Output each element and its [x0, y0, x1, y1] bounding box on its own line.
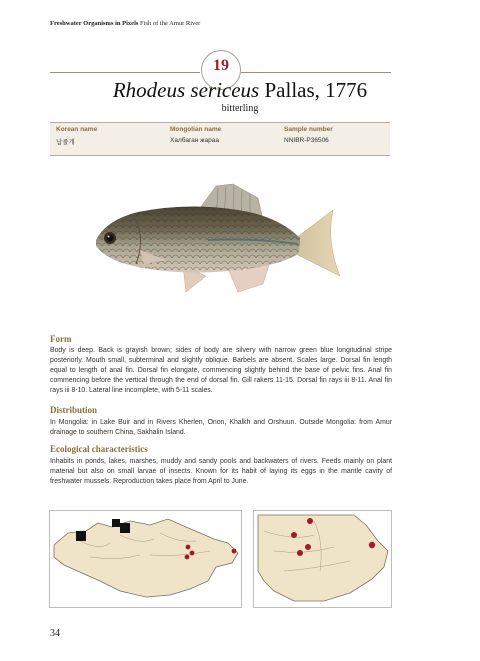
distribution-heading: Distribution [50, 405, 98, 415]
distribution-map-mongolia [49, 510, 242, 608]
sample-number-value: NNIBR-P36506 [284, 137, 329, 144]
species-authority: Pallas, 1776 [264, 78, 368, 102]
header-rule-right [241, 72, 391, 73]
running-head-book: Freshwater Organisms in Pixels [50, 20, 139, 27]
form-heading: Form [50, 334, 72, 344]
header-rule-left [50, 72, 200, 73]
mongolian-name-value: Халбаган жараа [170, 137, 219, 144]
scientific-name: Rhodeus sericeus [112, 78, 260, 102]
korean-name-block [56, 126, 97, 146]
mongolian-name-block [170, 126, 221, 144]
distribution-text: In Mongolia: in Lake Buir and in Rivers Kherlen, Onon, Khalkh and Orshuun. Outside Mongolia: from Amur drainage to southern China, Sakhalin Island. [50, 419, 392, 437]
sample-number-label: Sample number [284, 126, 333, 133]
mongolian-name-label: Mongolian name [170, 126, 222, 133]
common-name: bitterling [221, 103, 259, 114]
sample-number-block [284, 126, 333, 144]
korean-name-label: Korean name [56, 126, 98, 133]
running-head [50, 20, 200, 27]
fish-illustration [88, 180, 353, 305]
running-head-chapter: Fish of the Amur River [140, 20, 201, 27]
ecology-heading: Ecological characteristics [50, 444, 148, 454]
korean-name-value: 납줄개 [56, 139, 75, 146]
form-text: Body is deep. Back is grayish brown; sides of body are silvery with narrow green blue longitudinal stripe posteriorly. Mouth small, subterminal and slightly oblique. Barbels are absent. Scales large. Dorsal fin length equal to length of anal fin. Dorsal fin elongate, commencing slightly behind the base of pelvic fins. Anal fin commencing before the vertical through the end of dorsal fin. Gill rakers 11-15. Dorsal fin rays iii 8-11. Anal fin rays iii 8-10. Lateral line incomplete, with 5-11 scales. [50, 347, 392, 395]
species-title [0, 78, 480, 103]
species-number: 19 [213, 57, 229, 74]
page-number: 34 [50, 628, 60, 639]
distribution-map-inset [253, 510, 392, 608]
species-info-box [50, 122, 390, 156]
ecology-text: Inhabits in ponds, lakes, marshes, muddy and sandy pools and backwaters of rivers. Feeds mainly on plant material but also on small larvae of insects. Known for its habit of laying its eggs in the mantle cavity of freshwater mussels. Reproduction takes place from April to June. [50, 458, 392, 486]
